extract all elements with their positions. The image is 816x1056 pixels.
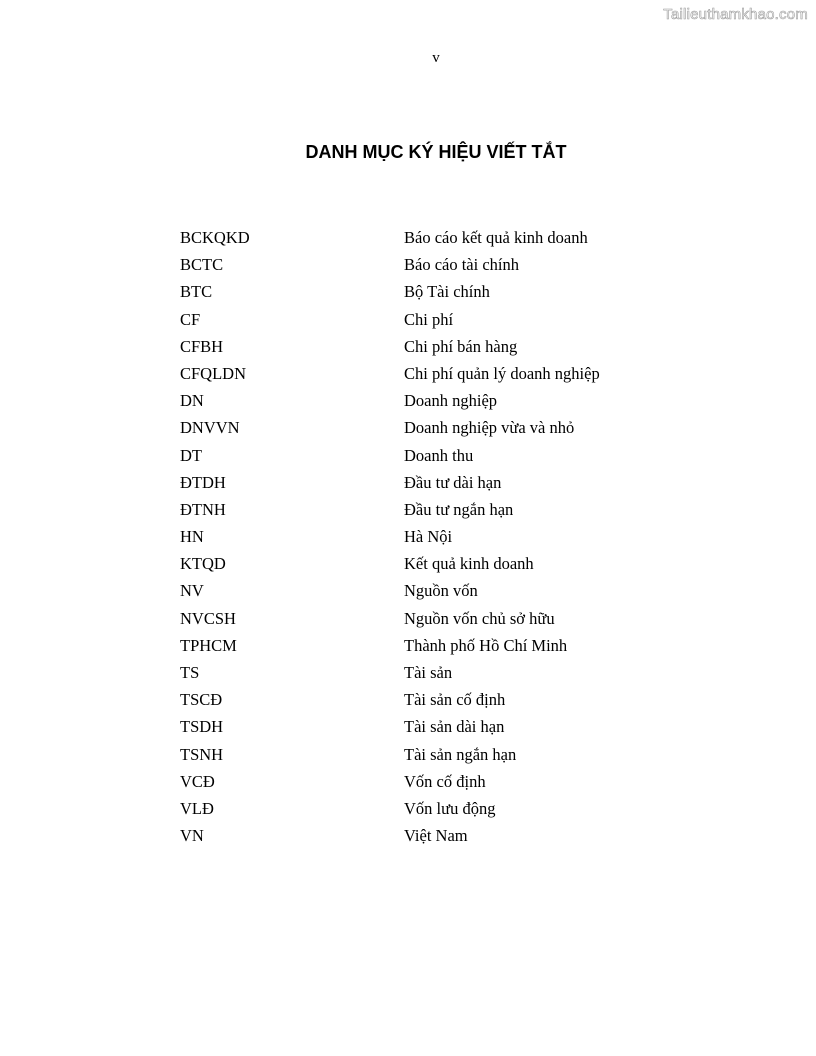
abbreviation-meaning: Doanh nghiệp vừa và nhỏ [404, 418, 575, 438]
abbreviation-code: CFQLDN [180, 363, 247, 383]
watermark-text: Tailieuthamkhao.com [663, 6, 808, 23]
abbreviation-meaning: Bộ Tài chính [404, 282, 490, 302]
abbreviation-meaning: Vốn lưu động [404, 798, 496, 818]
abbreviation-code: VCĐ [180, 771, 215, 791]
abbreviation-meaning: Báo cáo tài chính [404, 255, 520, 275]
abbreviation-meaning: Doanh thu [404, 445, 474, 465]
abbreviation-code: TSDH [180, 717, 224, 737]
abbreviation-row [180, 387, 680, 414]
abbreviation-meaning: Tài sản [404, 663, 453, 682]
abbreviation-code: ĐTNH [180, 499, 226, 519]
abbreviation-code: TPHCM [180, 635, 237, 655]
abbreviation-row [180, 795, 680, 822]
abbreviation-code: BTC [180, 282, 213, 302]
abbreviation-code: KTQD [180, 554, 226, 574]
abbreviation-code: NV [180, 581, 204, 601]
abbreviation-row [180, 333, 680, 360]
abbreviation-meaning: Chi phí bán hàng [404, 336, 518, 356]
abbreviation-row [180, 523, 680, 550]
abbreviation-code: BCTC [180, 255, 224, 275]
abbreviation-code: HN [180, 527, 204, 547]
abbreviation-code: CFBH [180, 336, 224, 356]
abbreviation-list [180, 224, 680, 849]
abbreviation-row [180, 713, 680, 740]
abbreviation-meaning: Thành phố Hồ Chí Minh [404, 635, 568, 655]
abbreviation-row [180, 469, 680, 496]
abbreviation-code: ĐTDH [180, 472, 226, 492]
abbreviation-meaning: Đầu tư dài hạn [404, 472, 502, 492]
abbreviation-meaning: Chi phí quản lý doanh nghiệp [404, 363, 600, 383]
abbreviation-meaning: Tài sản dài hạn [404, 717, 505, 737]
abbreviation-row [180, 496, 680, 523]
abbreviation-row [180, 306, 680, 333]
abbreviation-meaning: Nguồn vốn [404, 581, 478, 601]
abbreviation-code: VN [180, 826, 204, 846]
abbreviation-row [180, 768, 680, 795]
abbreviation-row [180, 741, 680, 768]
abbreviation-row [180, 224, 680, 251]
abbreviation-meaning: Nguồn vốn chủ sở hữu [404, 608, 555, 628]
abbreviation-row [180, 605, 680, 632]
abbreviation-meaning: Doanh nghiệp [404, 391, 498, 411]
abbreviation-code: TSCĐ [180, 690, 223, 710]
abbreviation-row [180, 577, 680, 604]
abbreviation-meaning: Tài sản ngắn hạn [404, 744, 517, 764]
abbreviation-row [180, 414, 680, 441]
abbreviation-row [180, 659, 680, 686]
abbreviation-row [180, 632, 680, 659]
abbreviation-meaning: Đầu tư ngắn hạn [404, 499, 514, 519]
abbreviation-code: BCKQKD [180, 228, 250, 247]
abbreviation-row [180, 360, 680, 387]
abbreviation-row [180, 822, 680, 849]
abbreviation-meaning: Kết quả kinh doanh [404, 554, 534, 574]
abbreviation-meaning: Vốn cố định [404, 771, 486, 791]
abbreviation-row [180, 442, 680, 469]
abbreviation-code: DNVVN [180, 418, 240, 438]
abbreviation-row [180, 278, 680, 305]
abbreviation-meaning: Tài sản cố định [404, 690, 506, 710]
abbreviation-code: TSNH [180, 744, 224, 764]
abbreviation-meaning: Báo cáo kết quả kinh doanh [404, 228, 588, 247]
abbreviation-code: CF [180, 309, 201, 329]
abbreviation-row [180, 550, 680, 577]
page-number: v [432, 50, 440, 66]
abbreviation-code: DN [180, 391, 204, 411]
abbreviation-meaning: Hà Nội [404, 527, 453, 547]
abbreviation-code: NVCSH [180, 608, 236, 628]
abbreviation-meaning: Việt Nam [404, 826, 468, 846]
abbreviation-row [180, 686, 680, 713]
abbreviation-code: VLĐ [180, 798, 214, 818]
page-title: DANH MỤC KÝ HIỆU VIẾT TẮT [305, 142, 567, 162]
abbreviation-code: DT [180, 445, 202, 465]
abbreviation-code: TS [180, 663, 200, 682]
abbreviation-row [180, 251, 680, 278]
abbreviation-meaning: Chi phí [404, 309, 454, 329]
